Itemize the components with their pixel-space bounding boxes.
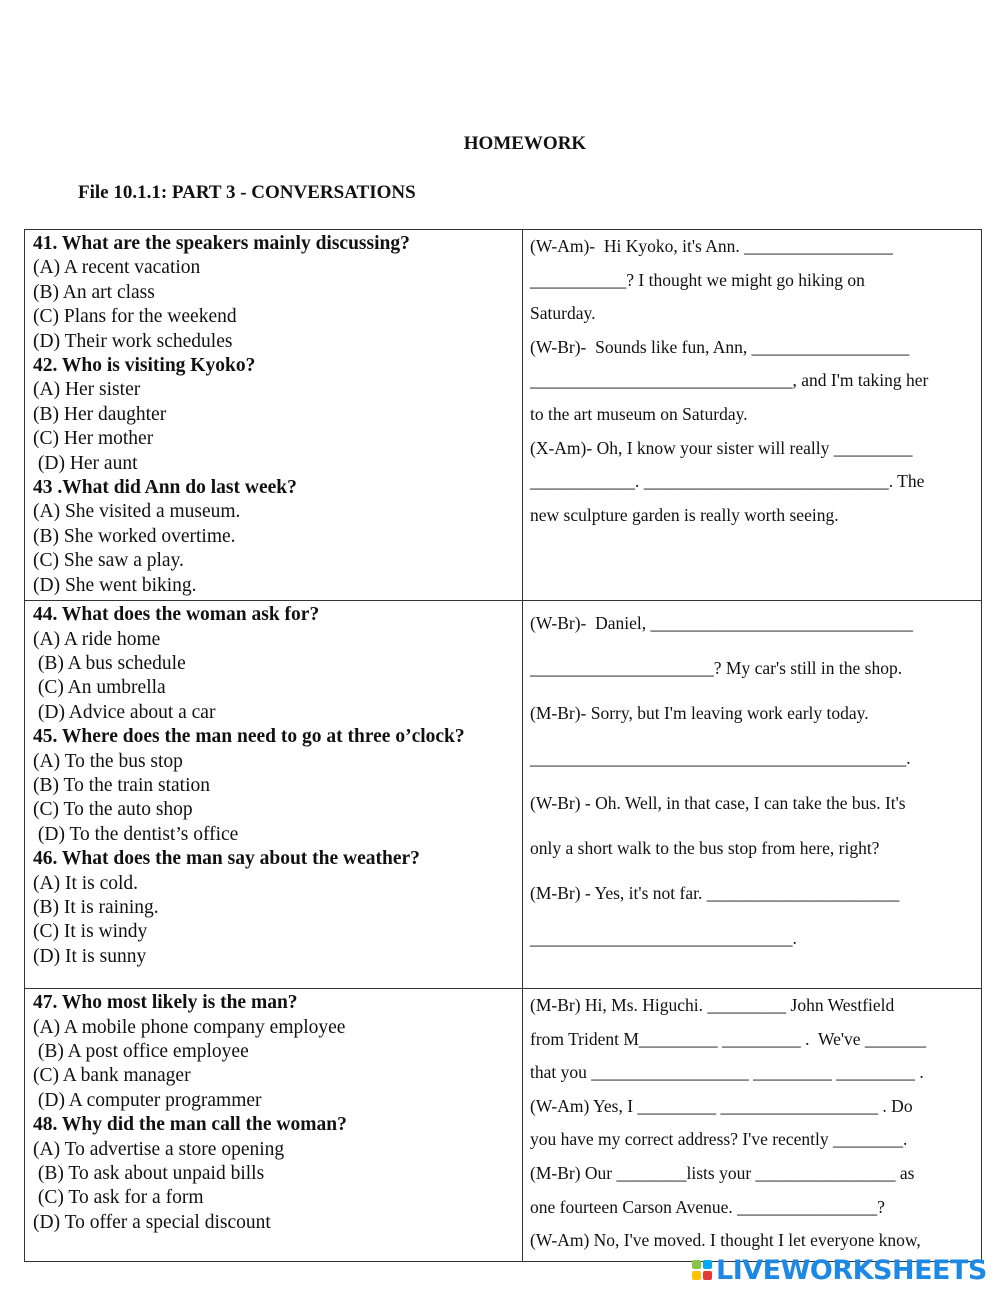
dialogue-line[interactable]: _____________________? My car's still in the shop.	[530, 658, 903, 679]
dialogue-line[interactable]: (W-Am) Yes, I _________ __________________ . Do	[530, 1095, 913, 1116]
dialogue-cell	[523, 989, 982, 1262]
dialogue-line: only a short walk to the bus stop from here, right?	[530, 838, 880, 859]
dialogue-line[interactable]: ______________________________.	[530, 928, 797, 949]
question: 43 .What did Ann do last week?	[33, 477, 297, 499]
dialogue-line[interactable]: you have my correct address? I've recently ________.	[530, 1129, 908, 1150]
dialogue-cell	[523, 230, 982, 601]
answer-option[interactable]: (A) A ride home	[33, 628, 161, 650]
table-row	[25, 230, 982, 601]
question: 41. What are the speakers mainly discussing?	[33, 233, 410, 254]
logo-block	[692, 1271, 701, 1280]
dialogue-line[interactable]: (W-Br)- Sounds like fun, Ann, __________________	[530, 336, 910, 357]
dialogue-line[interactable]: (W-Am)- Hi Kyoko, it's Ann. _________________	[530, 236, 893, 256]
answer-option[interactable]: (A) Her sister	[33, 379, 141, 401]
dialogue-line: (M-Br)- Sorry, but I'm leaving work early today.	[530, 703, 869, 724]
question: 44. What does the woman ask for?	[33, 604, 320, 626]
dialogue-line: (W-Br) - Oh. Well, in that case, I can take the bus. It's	[530, 793, 906, 814]
table-row	[25, 601, 982, 989]
answer-option[interactable]: (A) To advertise a store opening	[33, 1138, 285, 1160]
answer-option[interactable]: (A) A recent vacation	[33, 257, 201, 279]
answer-option[interactable]: (C) A bank manager	[33, 1065, 191, 1087]
dialogue-line[interactable]: that you __________________ _________ _________ .	[530, 1062, 924, 1083]
section-subtitle: File 10.1.1: PART 3 - CONVERSATIONS	[78, 182, 416, 203]
answer-option[interactable]: (B) A post office employee	[33, 1040, 249, 1062]
dialogue-line[interactable]: (M-Br) Our ________lists your ________________ as	[530, 1163, 915, 1184]
dialogue-line: new sculpture garden is really worth seeing.	[530, 504, 839, 525]
answer-option[interactable]: (B) An art class	[33, 281, 155, 303]
dialogue-line[interactable]: (X-Am)- Oh, I know your sister will really _________	[530, 437, 913, 458]
answer-option[interactable]: (D) Advice about a car	[33, 701, 216, 723]
dialogue-cell	[523, 601, 982, 989]
answer-option[interactable]: (C) To the auto shop	[33, 799, 193, 821]
table-row	[25, 989, 982, 1262]
answer-option[interactable]: (D) Their work schedules	[33, 330, 233, 352]
answer-option[interactable]: (B) It is raining.	[33, 896, 159, 918]
dialogue-line[interactable]: ___________________________________________.	[530, 748, 911, 769]
dialogue-line: to the art museum on Saturday.	[530, 403, 748, 424]
question: 47. Who most likely is the man?	[33, 992, 298, 1014]
answer-option[interactable]: (D) It is sunny	[33, 945, 147, 967]
dialogue-line: Saturday.	[530, 303, 596, 324]
dialogue-line[interactable]: from Trident M_________ _________ . We've _______	[530, 1028, 927, 1049]
logo-block	[703, 1271, 712, 1280]
worksheet-table	[24, 229, 982, 1262]
answer-option[interactable]: (C) An umbrella	[33, 677, 166, 699]
dialogue-line[interactable]: one fourteen Carson Avenue. ________________?	[530, 1196, 885, 1217]
liveworksheets-logo[interactable]	[692, 1255, 987, 1285]
answer-option[interactable]: (C) She saw a play.	[33, 550, 184, 572]
answer-option[interactable]: (B) Her daughter	[33, 403, 167, 425]
answer-option[interactable]: (C) To ask for a form	[33, 1187, 204, 1209]
dialogue-line[interactable]: ______________________________, and I'm taking her	[530, 370, 929, 391]
answer-option[interactable]: (C) Her mother	[33, 428, 154, 450]
answer-option[interactable]: (C) It is windy	[33, 921, 148, 943]
answer-option[interactable]: (A) A mobile phone company employee	[33, 1016, 346, 1038]
answer-option[interactable]: (D) She went biking.	[33, 574, 197, 596]
answer-option[interactable]: (A) It is cold.	[33, 872, 139, 894]
answer-option[interactable]: (B) A bus schedule	[33, 652, 186, 674]
answer-option[interactable]: (C) Plans for the weekend	[33, 306, 237, 328]
answer-option[interactable]: (B) She worked overtime.	[33, 525, 236, 547]
questions-cell	[25, 230, 523, 601]
answer-option[interactable]: (D) To the dentist’s office	[33, 823, 239, 845]
dialogue-line[interactable]: ___________? I thought we might go hiking on	[530, 269, 865, 290]
question: 46. What does the man say about the weather?	[33, 848, 420, 870]
brand-name: LIVEWORKSHEETS	[716, 1254, 987, 1286]
answer-option[interactable]: (D) A computer programmer	[33, 1089, 262, 1111]
questions-cell	[25, 989, 523, 1262]
page-title: HOMEWORK	[463, 133, 587, 154]
dialogue-line[interactable]: (M-Br) Hi, Ms. Higuchi. _________ John Westfield	[530, 995, 895, 1016]
dialogue-line: (W-Am) No, I've moved. I thought I let everyone know,	[530, 1230, 921, 1251]
answer-option[interactable]: (B) To the train station	[33, 774, 210, 796]
answer-option[interactable]: (A) She visited a museum.	[33, 501, 241, 523]
dialogue-line[interactable]: ____________. ____________________________. The	[530, 471, 925, 492]
question: 48. Why did the man call the woman?	[33, 1114, 347, 1136]
question: 42. Who is visiting Kyoko?	[33, 355, 256, 377]
answer-option[interactable]: (A) To the bus stop	[33, 750, 183, 772]
logo-blocks-icon	[692, 1260, 712, 1280]
questions-cell	[25, 601, 523, 989]
answer-option[interactable]: (D) Her aunt	[33, 452, 138, 474]
logo-block	[703, 1260, 712, 1269]
answer-option[interactable]: (D) To offer a special discount	[33, 1211, 271, 1233]
question: 45. Where does the man need to go at three o’clock?	[33, 726, 465, 748]
answer-option[interactable]: (B) To ask about unpaid bills	[33, 1162, 265, 1184]
dialogue-line[interactable]: (W-Br)- Daniel, ______________________________	[530, 613, 914, 634]
logo-block	[692, 1260, 701, 1269]
dialogue-line[interactable]: (M-Br) - Yes, it's not far. ______________________	[530, 883, 900, 904]
